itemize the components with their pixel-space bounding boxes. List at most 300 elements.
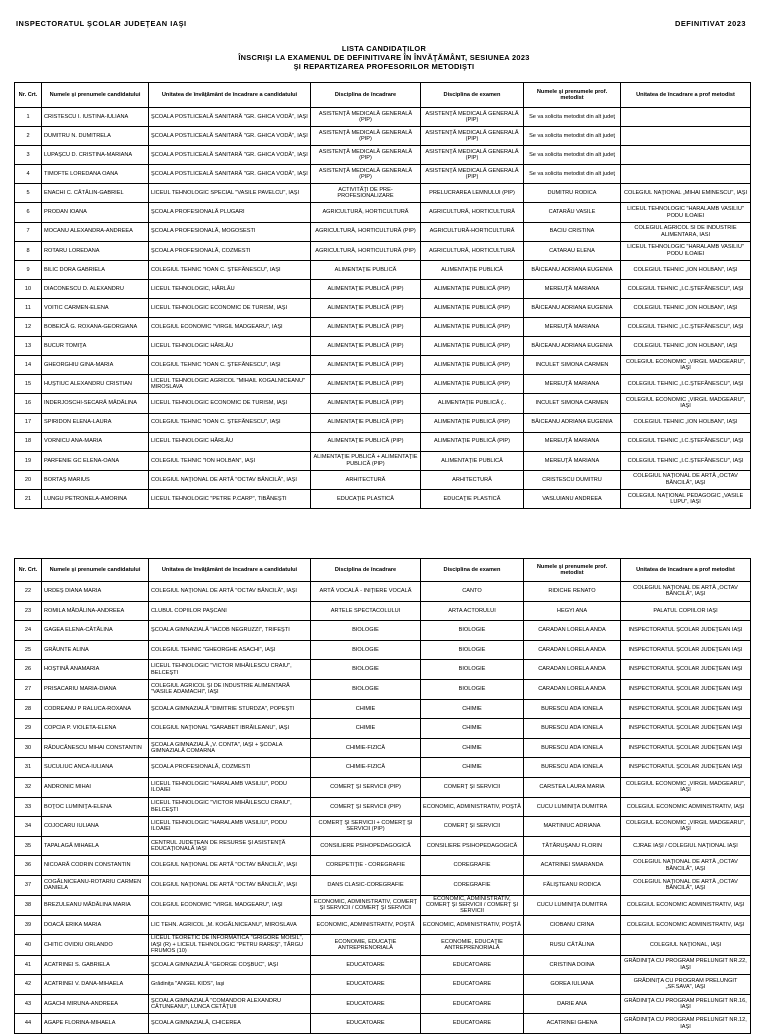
cell-exam-subject: COREGRAFIE bbox=[421, 856, 524, 876]
cell-mentor-school: COLEGIUL TEHNIC „I.C.ŞTEFĂNESCU", IAŞI bbox=[621, 451, 751, 470]
table-row bbox=[15, 679, 751, 699]
cell-nr-crt: 6 bbox=[15, 203, 42, 222]
table-row bbox=[15, 601, 751, 621]
column-header-teaching-subject: Disciplina de încadrare bbox=[311, 83, 421, 108]
cell-candidate-school: COLEGIUL ECONOMIC "VIRGIL MADGEARU", IAŞI bbox=[149, 318, 311, 337]
cell-exam-subject: ECONOMIC, ADMINISTRATIV, POŞTĂ bbox=[421, 915, 524, 935]
cell-nr-crt: 42 bbox=[15, 975, 42, 995]
cell-teaching-subject: COMERŢ ŞI SERVICII (PIP) bbox=[311, 797, 421, 817]
header-session: DEFINITIVAT 2023 bbox=[675, 19, 746, 28]
cell-candidate-school: COLEGIUL AGRICOL ŞI DE INDUSTRIE ALIMENTARĂ "VASILE ADAMACHI", IAŞI bbox=[149, 679, 311, 699]
column-header-candidate-name: Numele şi prenumele candidatului bbox=[42, 83, 149, 108]
cell-mentor-school: COLEGIUL TEHNIC „ION HOLBAN", IAŞI bbox=[621, 413, 751, 432]
cell-exam-subject: ECONOMIC, ADMINISTRATIV, POŞTĂ bbox=[421, 797, 524, 817]
cell-teaching-subject: DANS CLASIC-COREGRAFIE bbox=[311, 875, 421, 895]
table-row bbox=[15, 318, 751, 337]
column-header-candidate-school: Unitatea de învăţământ de încadrare a candidatului bbox=[149, 83, 311, 108]
table-row bbox=[15, 184, 751, 203]
cell-exam-subject: AGRICULTURĂ, HORTICULTURĂ bbox=[421, 241, 524, 260]
cell-mentor-school: PALATUL COPIILOR IAŞI bbox=[621, 601, 751, 621]
column-header-candidate-name: Numele şi prenumele candidatului bbox=[42, 559, 149, 582]
cell-candidate-name: BOŢOC LUMINIŢA-ELENA bbox=[42, 797, 149, 817]
cell-candidate-name: INDERJOSCHI-SECARĂ MĂDĂLINA bbox=[42, 394, 149, 413]
table-row bbox=[15, 955, 751, 975]
cell-teaching-subject: BIOLOGIE bbox=[311, 621, 421, 641]
cell-teaching-subject: ALIMENTAŢIE PUBLICĂ (PIP) bbox=[311, 318, 421, 337]
cell-teaching-subject: CHIMIE-FIZICĂ bbox=[311, 758, 421, 778]
cell-mentor-school: INSPECTORATUL ŞCOLAR JUDEŢEAN IAŞI bbox=[621, 679, 751, 699]
cell-nr-crt: 13 bbox=[15, 337, 42, 356]
cell-mentor-name: CATARĂU VASILE bbox=[524, 203, 621, 222]
cell-exam-subject: ALIMENTAŢIE PUBLICĂ bbox=[421, 260, 524, 279]
cell-mentor-name: ACATRINEI SMARANDA bbox=[524, 856, 621, 876]
cell-candidate-name: GAGEA ELENA-CĂTĂLINA bbox=[42, 621, 149, 641]
cell-mentor-name: MEREUŢĂ MARIANA bbox=[524, 432, 621, 451]
cell-candidate-name: ACATRINEI V. DANA-MIHAELA bbox=[42, 975, 149, 995]
cell-mentor-name: BURESCU ADA IONELA bbox=[524, 699, 621, 719]
cell-candidate-school: ŞCOALA PROFESIONALĂ, COZMESTI bbox=[149, 758, 311, 778]
cell-mentor-name: CARADAN LORELA ANDA bbox=[524, 660, 621, 680]
cell-teaching-subject: ASISTENŢĂ MEDICALĂ GENERALĂ (PIP) bbox=[311, 165, 421, 184]
cell-candidate-name: COGĂLNICEANU-ROTARIU CARMEN DANIELA bbox=[42, 875, 149, 895]
cell-candidate-school: ŞCOALA PROFESIONALĂ, MOGOSESTI bbox=[149, 222, 311, 241]
cell-nr-crt: 37 bbox=[15, 875, 42, 895]
table-row bbox=[15, 375, 751, 394]
cell-mentor-school: COLEGIUL TEHNIC „ION HOLBAN", IAŞI bbox=[621, 298, 751, 317]
cell-mentor-name: BURESCU ADA IONELA bbox=[524, 758, 621, 778]
cell-teaching-subject: CHIMIE bbox=[311, 699, 421, 719]
cell-mentor-name: Se va solicita metodist din alt judeţ bbox=[524, 146, 621, 165]
cell-candidate-school: COLEGIUL NAŢIONAL DE ARTĂ "OCTAV BĂNCILĂ", IAŞI bbox=[149, 856, 311, 876]
cell-teaching-subject: ALIMENTAŢIE PUBLICĂ (PIP) bbox=[311, 279, 421, 298]
document-title bbox=[0, 44, 768, 71]
cell-candidate-school: ŞCOALA GIMNAZIALĂ "DIMITRIE STURDZA", POPEŞTI bbox=[149, 699, 311, 719]
title-line-1: LISTA CANDIDAŢILOR bbox=[341, 44, 427, 53]
cell-candidate-name: LUNGU PETRONELA-AMORINA bbox=[42, 489, 149, 508]
cell-teaching-subject: ARTELE SPECTACOLULUI bbox=[311, 601, 421, 621]
cell-nr-crt: 44 bbox=[15, 1014, 42, 1034]
table-row bbox=[15, 298, 751, 317]
cell-mentor-school: COLEGIUL TEHNIC „I.C.ŞTEFĂNESCU", IAŞI bbox=[621, 375, 751, 394]
cell-mentor-name: CARADAN LORELA ANDA bbox=[524, 621, 621, 641]
cell-mentor-name: CARSTEA LAURA MARIA bbox=[524, 777, 621, 797]
cell-mentor-name: FĂLIŞTEANU RODICA bbox=[524, 875, 621, 895]
cell-mentor-school: COLEGIUL NAŢIONAL PEDAGOGIC „VASILE LUPU", IAŞI bbox=[621, 489, 751, 508]
cell-exam-subject: ALIMENTAŢIE PUBLICĂ (PIP) bbox=[421, 432, 524, 451]
table-row bbox=[15, 413, 751, 432]
cell-mentor-school: COLEGIUL NAŢIONAL DE ARTĂ „OCTAV BĂNCILĂ", IAŞI bbox=[621, 582, 751, 602]
cell-candidate-school: ŞCOALA POSTLICEALĂ SANITARĂ "GR. GHICA VODĂ", IAŞI bbox=[149, 146, 311, 165]
cell-teaching-subject: ALIMENTAŢIE PUBLICĂ bbox=[311, 260, 421, 279]
cell-exam-subject: ASISTENŢĂ MEDICALĂ GENERALĂ (PIP) bbox=[421, 108, 524, 127]
cell-candidate-name: BILIC DORA GABRIELA bbox=[42, 260, 149, 279]
table-row bbox=[15, 451, 751, 470]
cell-candidate-name: PARFENIE GC ELENA-OANA bbox=[42, 451, 149, 470]
cell-candidate-name: LUPAŞCU D. CRISTINA-MARIANA bbox=[42, 146, 149, 165]
cell-candidate-name: TIMOFTE LOREDANA OANA bbox=[42, 165, 149, 184]
cell-exam-subject: EDUCATOARE bbox=[421, 994, 524, 1014]
cell-candidate-school: Grădiniţa "ANGEL KIDS", Iaşi bbox=[149, 975, 311, 995]
cell-exam-subject: ALIMENTAŢIE PUBLICĂ (PIP) bbox=[421, 318, 524, 337]
table-row bbox=[15, 777, 751, 797]
cell-mentor-name: RUSU CĂTĂLINA bbox=[524, 935, 621, 955]
cell-teaching-subject: ALIMENTAŢIE PUBLICĂ + ALIMENTAŢIE PUBLICĂ (PIP) bbox=[311, 451, 421, 470]
cell-nr-crt: 34 bbox=[15, 817, 42, 837]
cell-teaching-subject: EDUCATOARE bbox=[311, 994, 421, 1014]
table-row bbox=[15, 994, 751, 1014]
column-header-mentor-school: Unitatea de încadrare a prof metodist bbox=[621, 83, 751, 108]
cell-nr-crt: 12 bbox=[15, 318, 42, 337]
table-row bbox=[15, 203, 751, 222]
cell-exam-subject: CHIMIE bbox=[421, 699, 524, 719]
candidates-table-2 bbox=[14, 558, 751, 1034]
cell-nr-crt: 30 bbox=[15, 738, 42, 758]
cell-mentor-school: COLEGIUL TEHNIC „I.C.ŞTEFĂNESCU", IAŞI bbox=[621, 432, 751, 451]
cell-mentor-name: BURESCU ADA IONELA bbox=[524, 719, 621, 739]
cell-teaching-subject: EDUCATOARE bbox=[311, 1014, 421, 1034]
cell-nr-crt: 31 bbox=[15, 758, 42, 778]
cell-candidate-school: LICEUL TEORETIC DE INFORMATICĂ "GRIGORE MOISIL", IAŞI (R) + LICEUL TEHNOLOGIC "PETRU RAREŞ", TÂRGU FRUMOS (10) bbox=[149, 935, 311, 955]
cell-candidate-name: RĂDUCĂNESCU MIHAI CONSTANTIN bbox=[42, 738, 149, 758]
cell-nr-crt: 2 bbox=[15, 127, 42, 146]
table-row bbox=[15, 337, 751, 356]
cell-candidate-name: PRODAN IOANA bbox=[42, 203, 149, 222]
cell-nr-crt: 32 bbox=[15, 777, 42, 797]
cell-candidate-name: CHITIC OVIDIU ORLANDO bbox=[42, 935, 149, 955]
cell-candidate-school: ŞCOALA PROFESIONALĂ, COZMESTI bbox=[149, 241, 311, 260]
cell-nr-crt: 18 bbox=[15, 432, 42, 451]
table-row bbox=[15, 489, 751, 508]
title-line-3: ŞI REPARTIZAREA PROFESORILOR METODIŞTI bbox=[293, 62, 475, 71]
cell-candidate-name: ROTARU LOREDANA bbox=[42, 241, 149, 260]
cell-mentor-name: INCULET SIMONA CARMEN bbox=[524, 356, 621, 375]
column-header-mentor-name: Numele şi prenumele prof. metodist bbox=[524, 559, 621, 582]
cell-mentor-name: MEREUŢĂ MARIANA bbox=[524, 318, 621, 337]
cell-candidate-school: COLEGIUL NAŢIONAL DE ARTĂ "OCTAV BĂNCILĂ", IAŞI bbox=[149, 875, 311, 895]
cell-exam-subject: EDUCAŢIE PLASTICĂ bbox=[421, 489, 524, 508]
cell-mentor-name: CARADAN LORELA ANDA bbox=[524, 640, 621, 660]
cell-mentor-school: COLEGIUL ECONOMIC ADMINISTRATIV, IAŞI bbox=[621, 915, 751, 935]
cell-candidate-school: CENTRUL JUDEŢEAN DE RESURSE ŞI ASISTENŢĂ EDUCAŢIONALĂ IAŞI bbox=[149, 836, 311, 856]
cell-teaching-subject: ECONOMIC, ADMINISTRATIV, COMERŢ ŞI SERVICII / COMERŢ ŞI SERVICII bbox=[311, 895, 421, 915]
table-row bbox=[15, 935, 751, 955]
cell-mentor-name: MEREUŢĂ MARIANA bbox=[524, 279, 621, 298]
cell-nr-crt: 8 bbox=[15, 241, 42, 260]
cell-mentor-school bbox=[621, 146, 751, 165]
candidates-table-1 bbox=[14, 82, 751, 509]
cell-mentor-name: HEGYI ANA bbox=[524, 601, 621, 621]
cell-teaching-subject: AGRICULTURĂ, HORTICULTURĂ (PIP) bbox=[311, 241, 421, 260]
cell-exam-subject: CONSILIERE PSIHOPEDAGOGICĂ bbox=[421, 836, 524, 856]
table-row bbox=[15, 817, 751, 837]
cell-mentor-name: DARIE ANA bbox=[524, 994, 621, 1014]
cell-teaching-subject: ALIMENTAŢIE PUBLICĂ (PIP) bbox=[311, 432, 421, 451]
cell-mentor-school: COLEGIUL TEHNIC „I.C.ŞTEFĂNESCU", IAŞI bbox=[621, 318, 751, 337]
table-row bbox=[15, 470, 751, 489]
cell-mentor-school bbox=[621, 127, 751, 146]
cell-teaching-subject: AGRICULTURĂ, HORTICULTURĂ bbox=[311, 203, 421, 222]
cell-teaching-subject: ALIMENTAŢIE PUBLICĂ (PIP) bbox=[311, 298, 421, 317]
cell-nr-crt: 17 bbox=[15, 413, 42, 432]
cell-mentor-school: INSPECTORATUL ŞCOLAR JUDEŢEAN IAŞI bbox=[621, 758, 751, 778]
table-row bbox=[15, 165, 751, 184]
cell-nr-crt: 35 bbox=[15, 836, 42, 856]
cell-teaching-subject: ECONOMIE, EDUCAŢIE ANTREPRENORIALĂ bbox=[311, 935, 421, 955]
cell-mentor-school: INSPECTORATUL ŞCOLAR JUDEŢEAN IAŞI bbox=[621, 699, 751, 719]
cell-exam-subject: BIOLOGIE bbox=[421, 621, 524, 641]
cell-teaching-subject: ALIMENTAŢIE PUBLICĂ (PIP) bbox=[311, 356, 421, 375]
table-header-row bbox=[15, 83, 751, 108]
table-row bbox=[15, 660, 751, 680]
cell-mentor-name: Se va solicita metodist din alt judeţ bbox=[524, 165, 621, 184]
cell-exam-subject: ALIMENTAŢIE PUBLICĂ (PIP) bbox=[421, 337, 524, 356]
cell-mentor-school: COLEGIUL ECONOMIC „VIRGIL MADGEARU", IAŞI bbox=[621, 777, 751, 797]
table-row bbox=[15, 875, 751, 895]
cell-mentor-school: GRĂDINIŢA CU PROGRAM PRELUNGIT NR.22, IAŞI bbox=[621, 955, 751, 975]
cell-exam-subject: ALIMENTAŢIE PUBLICĂ (PIP) bbox=[421, 356, 524, 375]
cell-nr-crt: 9 bbox=[15, 260, 42, 279]
cell-mentor-school: COLEGIUL ECONOMIC „VIRGIL MADGEARU", IAŞI bbox=[621, 356, 751, 375]
cell-exam-subject: ASISTENŢĂ MEDICALĂ GENERALĂ (PIP) bbox=[421, 165, 524, 184]
cell-candidate-name: NICOARĂ CODRIN CONSTANTIN bbox=[42, 856, 149, 876]
cell-exam-subject: BIOLOGIE bbox=[421, 679, 524, 699]
cell-mentor-name: CIOBANU CRINA bbox=[524, 915, 621, 935]
cell-mentor-name: MEREUŢĂ MARIANA bbox=[524, 375, 621, 394]
cell-mentor-school: INSPECTORATUL ŞCOLAR JUDEŢEAN IAŞI bbox=[621, 738, 751, 758]
cell-candidate-school: ŞCOALA GIMNAZIALĂ "GEORGE COŞBUC", IAŞI bbox=[149, 955, 311, 975]
cell-mentor-school: COLEGIUL ECONOMIC ADMINISTRATIV, IAŞI bbox=[621, 895, 751, 915]
cell-candidate-school: LICEUL TEHNOLOGIC "HARALAMB VASILIU", PODU ILOAIEI bbox=[149, 817, 311, 837]
cell-mentor-school: COLEGIUL NAŢIONAL DE ARTĂ „OCTAV BĂNCILĂ", IAŞI bbox=[621, 875, 751, 895]
cell-candidate-name: VOITIC CARMEN-ELENA bbox=[42, 298, 149, 317]
cell-teaching-subject: AGRICULTURĂ, HORTICULTURĂ (PIP) bbox=[311, 222, 421, 241]
cell-mentor-school: GRĂDINIŢA CU PROGRAM PRELUNGIT „SF.SAVA", IAŞI bbox=[621, 975, 751, 995]
cell-nr-crt: 36 bbox=[15, 856, 42, 876]
cell-nr-crt: 27 bbox=[15, 679, 42, 699]
cell-mentor-name: ACATRINEI GHENA bbox=[524, 1014, 621, 1034]
column-header-nr-crt: Nr. Crt. bbox=[15, 83, 42, 108]
cell-candidate-school: CLUBUL COPIILOR PAŞCANI bbox=[149, 601, 311, 621]
cell-nr-crt: 11 bbox=[15, 298, 42, 317]
column-header-nr-crt: Nr. Crt. bbox=[15, 559, 42, 582]
cell-candidate-name: HUŞTIUC ALEXANDRU CRISTIAN bbox=[42, 375, 149, 394]
cell-mentor-school: INSPECTORATUL ŞCOLAR JUDEŢEAN IAŞI bbox=[621, 621, 751, 641]
cell-candidate-school: LICEUL TEHNOLOGIC ECONOMIC DE TURISM, IAŞI bbox=[149, 394, 311, 413]
cell-teaching-subject: ACTIVITĂŢI DE PRE-PROFESIONALIZARE bbox=[311, 184, 421, 203]
cell-nr-crt: 39 bbox=[15, 915, 42, 935]
cell-mentor-school: COLEGIUL TEHNIC „ION HOLBAN", IAŞI bbox=[621, 260, 751, 279]
cell-nr-crt: 1 bbox=[15, 108, 42, 127]
cell-teaching-subject: CONSILIERE PSIHOPEDAGOGICĂ bbox=[311, 836, 421, 856]
cell-candidate-school: COLEGIUL TEHNIC "IOAN C. ŞTEFĂNESCU", IAŞI bbox=[149, 413, 311, 432]
cell-exam-subject: ARHITECTURĂ bbox=[421, 470, 524, 489]
cell-nr-crt: 29 bbox=[15, 719, 42, 739]
cell-teaching-subject: ALIMENTAŢIE PUBLICĂ (PIP) bbox=[311, 337, 421, 356]
column-header-teaching-subject: Disciplina de încadrare bbox=[311, 559, 421, 582]
header-institution: INSPECTORATUL ŞCOLAR JUDEŢEAN IAŞI bbox=[16, 19, 187, 28]
cell-candidate-name: ROMILA MĂDĂLINA-ANDREEA bbox=[42, 601, 149, 621]
cell-teaching-subject: BIOLOGIE bbox=[311, 660, 421, 680]
cell-candidate-name: ACATRINEI S. GABRIELA bbox=[42, 955, 149, 975]
table-row bbox=[15, 621, 751, 641]
table-row bbox=[15, 895, 751, 915]
page-header bbox=[16, 19, 746, 31]
cell-candidate-school: ŞCOALA PROFESIONALĂ PLUGARI bbox=[149, 203, 311, 222]
cell-candidate-school: LICEUL TEHNOLOGIC HÂRLĂU bbox=[149, 432, 311, 451]
table-row bbox=[15, 260, 751, 279]
table-row bbox=[15, 719, 751, 739]
cell-exam-subject: CHIMIE bbox=[421, 758, 524, 778]
cell-nr-crt: 43 bbox=[15, 994, 42, 1014]
cell-exam-subject: ALIMENTAŢIE PUBLICĂ (PIP) bbox=[421, 298, 524, 317]
cell-candidate-name: AGACHI MIRUNA-ANDREEA bbox=[42, 994, 149, 1014]
cell-mentor-name: TĂTĂRUŞANU FLORIN bbox=[524, 836, 621, 856]
cell-mentor-name: MARTINIUC ADRIANA bbox=[524, 817, 621, 837]
cell-mentor-name: BĂICEANU ADRIANA EUGENIA bbox=[524, 413, 621, 432]
column-header-exam-subject: Disciplina de examen bbox=[421, 559, 524, 582]
cell-mentor-name: GOREA IULIANA bbox=[524, 975, 621, 995]
cell-candidate-school: LICEUL TEHNOLOGIC, HÂRLĂU bbox=[149, 279, 311, 298]
cell-mentor-name: CARADAN LORELA ANDA bbox=[524, 679, 621, 699]
cell-mentor-school: COLEGIUL NAŢIONAL, IAŞI bbox=[621, 935, 751, 955]
cell-candidate-school: COLEGIUL TEHNIC "GHEORGHE ASACHI", IAŞI bbox=[149, 640, 311, 660]
cell-nr-crt: 26 bbox=[15, 660, 42, 680]
cell-exam-subject: EDUCATOARE bbox=[421, 975, 524, 995]
cell-candidate-name: CODREANU P RALUCA-ROXANA bbox=[42, 699, 149, 719]
table-row bbox=[15, 279, 751, 298]
cell-candidate-school: ŞCOALA POSTLICEALĂ SANITARĂ "GR. GHICA VODĂ", IAŞI bbox=[149, 108, 311, 127]
cell-mentor-school: GRĂDINIŢA CU PROGRAM PRELUNGIT NR.12, IAŞI bbox=[621, 1014, 751, 1034]
cell-exam-subject: AGRICULTURĂ-HORTICULTURĂ bbox=[421, 222, 524, 241]
cell-mentor-school: CJRAE IAŞI / COLEGIUL NAŢIONAL IAŞI bbox=[621, 836, 751, 856]
cell-candidate-school: COLEGIUL TEHNIC "IOAN C. ŞTEFĂNESCU", IAŞI bbox=[149, 260, 311, 279]
cell-teaching-subject: ALIMENTAŢIE PUBLICĂ (PIP) bbox=[311, 375, 421, 394]
cell-nr-crt: 4 bbox=[15, 165, 42, 184]
cell-teaching-subject: CHIMIE-FIZICĂ bbox=[311, 738, 421, 758]
table-row bbox=[15, 146, 751, 165]
cell-exam-subject: ALIMENTAŢIE PUBLICĂ (.. bbox=[421, 394, 524, 413]
cell-nr-crt: 7 bbox=[15, 222, 42, 241]
cell-mentor-name: BĂICEANU ADRIANA EUGENIA bbox=[524, 260, 621, 279]
cell-mentor-school: COLEGIUL ECONOMIC ADMINISTRATIV, IAŞI bbox=[621, 797, 751, 817]
cell-candidate-school: ŞCOALA GIMNAZIALĂ „V. CONTA", IAŞI + ŞCOALA GIMNAZIALĂ COMARNA bbox=[149, 738, 311, 758]
cell-candidate-name: URDEŞ DIANA MARIA bbox=[42, 582, 149, 602]
cell-candidate-name: DIACONESCU D. ALEXANDRU bbox=[42, 279, 149, 298]
cell-candidate-school: ŞCOALA POSTLICEALĂ SANITARĂ "GR. GHICA VODĂ", IAŞI bbox=[149, 165, 311, 184]
table-row bbox=[15, 915, 751, 935]
cell-mentor-school: COLEGIUL NAŢIONAL „MIHAI EMINESCU", IAŞI bbox=[621, 184, 751, 203]
cell-exam-subject: ARTA ACTORULUI bbox=[421, 601, 524, 621]
cell-exam-subject: CHIMIE bbox=[421, 719, 524, 739]
cell-candidate-name: ENACHI C. CĂTĂLIN-GABRIEL bbox=[42, 184, 149, 203]
cell-mentor-school: INSPECTORATUL ŞCOLAR JUDEŢEAN IAŞI bbox=[621, 719, 751, 739]
cell-nr-crt: 24 bbox=[15, 621, 42, 641]
cell-teaching-subject: ARTĂ VOCALĂ - INIŢIERE VOCALĂ bbox=[311, 582, 421, 602]
cell-teaching-subject: CHIMIE bbox=[311, 719, 421, 739]
cell-mentor-name: BĂICEANU ADRIANA EUGENIA bbox=[524, 298, 621, 317]
cell-teaching-subject: BIOLOGIE bbox=[311, 640, 421, 660]
cell-nr-crt: 14 bbox=[15, 356, 42, 375]
cell-exam-subject: EDUCATOARE bbox=[421, 955, 524, 975]
cell-nr-crt: 5 bbox=[15, 184, 42, 203]
cell-candidate-name: TAPALAGĂ MIHAELA bbox=[42, 836, 149, 856]
cell-mentor-school: COLEGIUL TEHNIC „ION HOLBAN", IAŞI bbox=[621, 337, 751, 356]
cell-exam-subject: AGRICULTURĂ, HORTICULTURĂ bbox=[421, 203, 524, 222]
cell-mentor-name: CRISTESCU DUMITRU bbox=[524, 470, 621, 489]
cell-exam-subject: ALIMENTAŢIE PUBLICĂ (PIP) bbox=[421, 375, 524, 394]
cell-mentor-school: COLEGIUL ECONOMIC „VIRGIL MADGEARU", IAŞI bbox=[621, 394, 751, 413]
cell-candidate-school: ŞCOALA GIMNAZIALĂ, CHICEREA bbox=[149, 1014, 311, 1034]
cell-candidate-name: ANDRONIC MIHAI bbox=[42, 777, 149, 797]
cell-nr-crt: 15 bbox=[15, 375, 42, 394]
cell-mentor-name: CUCU LUMINIŢA DUMITRA bbox=[524, 895, 621, 915]
cell-mentor-name: DUMITRU RODICA bbox=[524, 184, 621, 203]
table-row bbox=[15, 738, 751, 758]
cell-exam-subject: COREGRAFIE bbox=[421, 875, 524, 895]
cell-mentor-name: INCULET SIMONA CARMEN bbox=[524, 394, 621, 413]
cell-nr-crt: 19 bbox=[15, 451, 42, 470]
cell-nr-crt: 41 bbox=[15, 955, 42, 975]
cell-teaching-subject: ARHITECTURĂ bbox=[311, 470, 421, 489]
table-row bbox=[15, 699, 751, 719]
cell-mentor-name: MEREUŢĂ MARIANA bbox=[524, 451, 621, 470]
cell-candidate-name: SPIRIDON ELENA-LAURA bbox=[42, 413, 149, 432]
cell-exam-subject: EDUCATOARE bbox=[421, 1014, 524, 1034]
cell-mentor-school: INSPECTORATUL ŞCOLAR JUDEŢEAN IAŞI bbox=[621, 640, 751, 660]
table-row bbox=[15, 640, 751, 660]
title-line-2: ÎNSCRIŞI LA EXAMENUL DE DEFINITIVARE ÎN ÎNVĂŢĂMÂNT, SESIUNEA 2023 bbox=[238, 53, 530, 62]
cell-candidate-school: LICEUL TEHNOLOGIC AGRICOL "MIHAIL KOGALNICEANU" MIROSLAVA bbox=[149, 375, 311, 394]
cell-exam-subject: CANTO bbox=[421, 582, 524, 602]
cell-candidate-name: GRĂUNTE ALINA bbox=[42, 640, 149, 660]
cell-nr-crt: 10 bbox=[15, 279, 42, 298]
cell-nr-crt: 21 bbox=[15, 489, 42, 508]
cell-mentor-name: VASLUIANU ANDREEA bbox=[524, 489, 621, 508]
cell-candidate-name: AGAPE FLORINA-MIHAELA bbox=[42, 1014, 149, 1034]
cell-candidate-name: VORNICU ANA-MARIA bbox=[42, 432, 149, 451]
cell-teaching-subject: ASISTENŢĂ MEDICALĂ GENERALĂ (PIP) bbox=[311, 146, 421, 165]
cell-exam-subject: ECONOMIC, ADMINISTRATIV, COMERŢ ŞI SERVICII / COMERŢ ŞI SERVICII bbox=[421, 895, 524, 915]
cell-candidate-name: COJOCARU IULIANA bbox=[42, 817, 149, 837]
cell-exam-subject: ALIMENTAŢIE PUBLICĂ (PIP) bbox=[421, 413, 524, 432]
cell-candidate-name: BUCUR TOMIŢA bbox=[42, 337, 149, 356]
cell-nr-crt: 33 bbox=[15, 797, 42, 817]
cell-mentor-school: COLEGIUL NAŢIONAL DE ARTĂ „OCTAV BĂNCILĂ", IAŞI bbox=[621, 856, 751, 876]
table-row bbox=[15, 975, 751, 995]
cell-mentor-name: RIDICHE RENATO bbox=[524, 582, 621, 602]
table-row bbox=[15, 432, 751, 451]
cell-candidate-school: ŞCOALA GIMNAZIALĂ "IACOB NEGRUZZI", TRIFEŞTI bbox=[149, 621, 311, 641]
table-row bbox=[15, 856, 751, 876]
cell-candidate-school: LICEUL TEHNOLOGIC HÂRLĂU bbox=[149, 337, 311, 356]
cell-nr-crt: 28 bbox=[15, 699, 42, 719]
cell-candidate-school: COLEGIUL TEHNIC "ION HOLBAN", IAŞI bbox=[149, 451, 311, 470]
cell-candidate-name: SUCULIUC ANCA-IULIANA bbox=[42, 758, 149, 778]
cell-exam-subject: BIOLOGIE bbox=[421, 660, 524, 680]
cell-nr-crt: 38 bbox=[15, 895, 42, 915]
cell-mentor-school: COLEGIUL TEHNIC „I.C.ŞTEFĂNESCU", IAŞI bbox=[621, 279, 751, 298]
cell-mentor-name: Se va solicita metodist din alt judeţ bbox=[524, 127, 621, 146]
cell-mentor-name: CUCU LUMINIŢA DUMITRA bbox=[524, 797, 621, 817]
table-row bbox=[15, 582, 751, 602]
cell-nr-crt: 25 bbox=[15, 640, 42, 660]
cell-candidate-name: GHEORGHIU GINA-MARIA bbox=[42, 356, 149, 375]
table-row bbox=[15, 241, 751, 260]
cell-nr-crt: 22 bbox=[15, 582, 42, 602]
cell-teaching-subject: EDUCAŢIE PLASTICĂ bbox=[311, 489, 421, 508]
cell-teaching-subject: EDUCATOARE bbox=[311, 975, 421, 995]
cell-exam-subject: CHIMIE bbox=[421, 738, 524, 758]
